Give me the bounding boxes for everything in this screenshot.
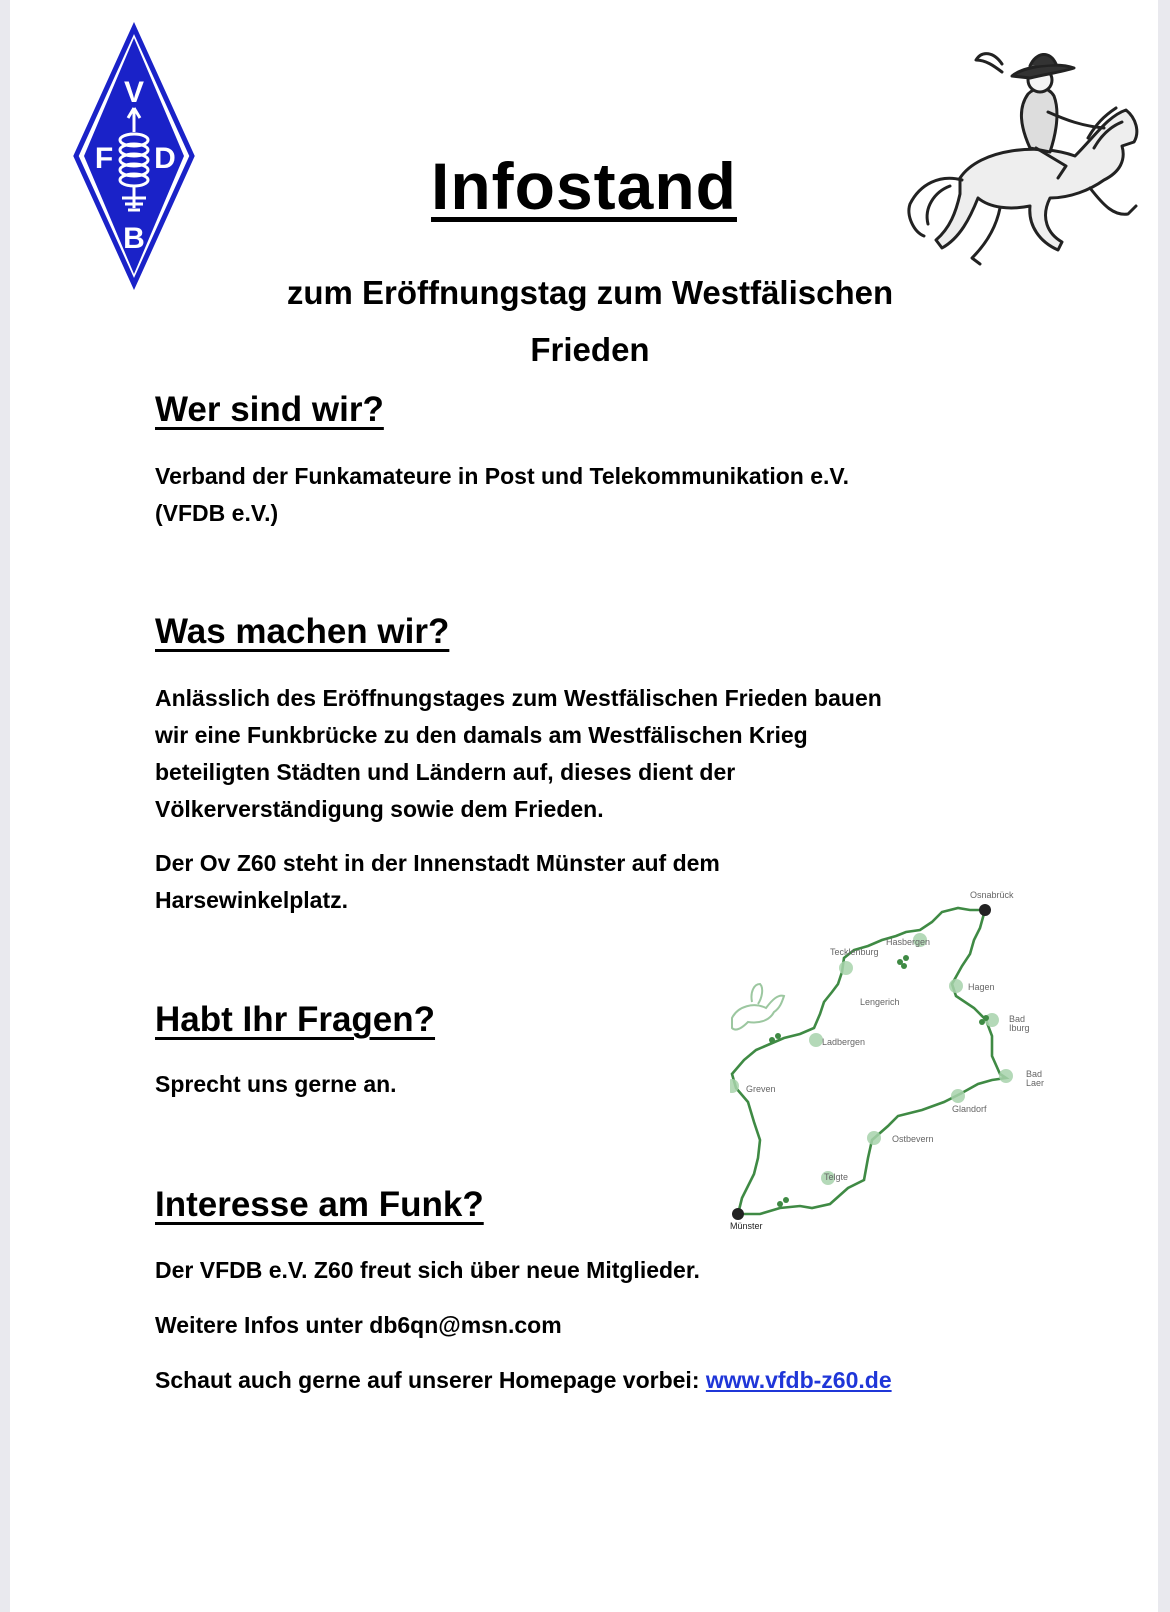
map-label-bad-laer-2: Laer bbox=[1026, 1078, 1045, 1088]
map-label-bad-laer-1: Bad bbox=[1026, 1069, 1043, 1079]
what-line-4: Völkerverständigung sowie dem Frieden. bbox=[155, 796, 604, 822]
map-label-glandorf: Glandorf bbox=[952, 1104, 987, 1114]
map-label-greven: Greven bbox=[746, 1084, 776, 1094]
map-label-lengerich: Lengerich bbox=[860, 997, 900, 1007]
subtitle bbox=[210, 264, 970, 378]
map-label-hasbergen: Hasbergen bbox=[886, 937, 931, 947]
questions-text: Sprecht uns gerne an. bbox=[155, 1071, 397, 1097]
logo-letter-v: V bbox=[123, 76, 145, 109]
title-text: Infostand bbox=[431, 149, 737, 223]
what-line-2: wir eine Funkbrücke zu den damals am Westfälischen Krieg bbox=[155, 722, 808, 748]
map-rider-sketch bbox=[732, 984, 784, 1030]
homepage-prefix: Schaut auch gerne auf unserer Homepage vorbei: bbox=[155, 1367, 700, 1393]
map-label-ostbevern: Ostbevern bbox=[892, 1134, 934, 1144]
members-text: Der VFDB e.V. Z60 freut sich über neue Mitglieder. bbox=[155, 1257, 700, 1283]
map-label-tecklenburg: Tecklenburg bbox=[830, 947, 879, 957]
heading-what: Was machen wir? bbox=[155, 612, 450, 651]
map-label-bad-iburg-1: Bad bbox=[1009, 1014, 1026, 1024]
map-label-osnabrueck: Osnabrück bbox=[970, 890, 1014, 900]
who-text bbox=[155, 458, 1035, 532]
map-marker-osnabrueck bbox=[979, 904, 991, 916]
map-label-muenster: Münster bbox=[730, 1221, 763, 1231]
homepage-link[interactable]: www.vfdb-z60.de bbox=[705, 1367, 892, 1393]
what-text bbox=[155, 680, 1035, 828]
map-marker-muenster bbox=[732, 1208, 744, 1220]
map-label-telgte: Telgte bbox=[824, 1172, 849, 1182]
who-line-1: Verband der Funkamateure in Post und Telekommunikation e.V. bbox=[155, 463, 849, 489]
map-label-bad-iburg-2: Iburg bbox=[1009, 1023, 1030, 1033]
location-line-2: Harsewinkelplatz. bbox=[155, 887, 349, 913]
homepage-text bbox=[155, 1362, 1035, 1399]
what-line-1: Anlässlich des Eröffnungstages zum Westfälischen Frieden bauen bbox=[155, 685, 882, 711]
subtitle-line-2: Frieden bbox=[530, 331, 650, 368]
route-map bbox=[730, 888, 1070, 1248]
map-label-hagen: Hagen bbox=[968, 982, 995, 992]
what-line-3: beteiligten Städten und Ländern auf, dieses dient der bbox=[155, 759, 736, 785]
heading-who: Wer sind wir? bbox=[155, 390, 384, 429]
info-email-text: Weitere Infos unter db6qn@msn.com bbox=[155, 1312, 562, 1338]
logo-letter-f: F bbox=[94, 142, 114, 175]
subtitle-line-1: zum Eröffnungstag zum Westfälischen bbox=[286, 274, 894, 311]
map-label-ladbergen: Ladbergen bbox=[822, 1037, 866, 1047]
heading-interest: Interesse am Funk? bbox=[155, 1185, 484, 1224]
logo-letter-d: D bbox=[154, 142, 176, 175]
who-line-2: (VFDB e.V.) bbox=[155, 500, 279, 526]
heading-questions: Habt Ihr Fragen? bbox=[155, 1000, 436, 1039]
page-title bbox=[10, 148, 1158, 224]
location-line-1: Der Ov Z60 steht in der Innenstadt Münster auf dem bbox=[155, 850, 720, 876]
flyer-page bbox=[10, 0, 1158, 1612]
logo-letter-b: B bbox=[123, 222, 145, 255]
